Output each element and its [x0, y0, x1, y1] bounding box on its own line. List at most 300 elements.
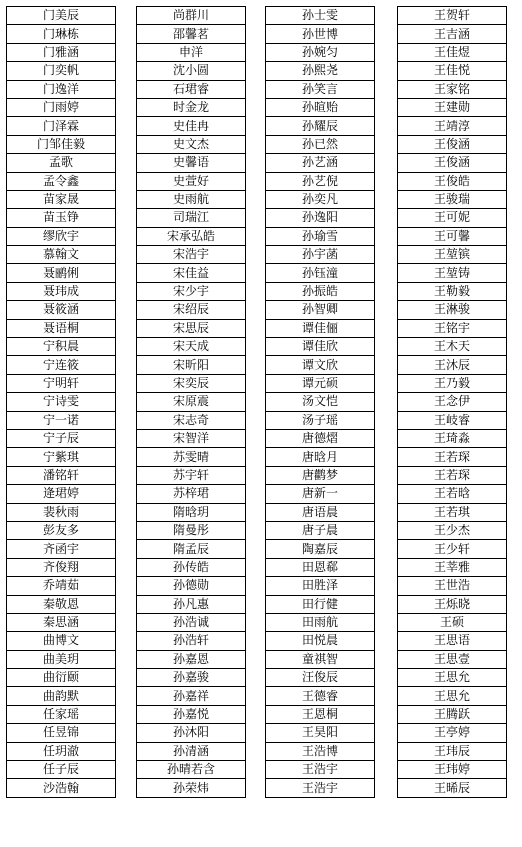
name-cell: 聂鹂俐 [7, 264, 116, 282]
table-row [7, 503, 116, 521]
name-cell: 尚群川 [137, 7, 246, 25]
name-cell: 宁一诺 [7, 411, 116, 429]
table-row [7, 25, 116, 43]
table-row [137, 117, 246, 135]
name-cell: 孙浩轩 [137, 632, 246, 650]
name-cell: 隋孟辰 [137, 540, 246, 558]
table-row [137, 62, 246, 80]
table-row [266, 172, 375, 190]
name-cell: 秦敬恩 [7, 595, 116, 613]
table-row [7, 466, 116, 484]
name-cell: 门邹佳毅 [7, 135, 116, 153]
name-cell: 王俊皓 [398, 172, 507, 190]
table-row [398, 319, 507, 337]
name-cell: 孙宇菡 [266, 246, 375, 264]
name-cell: 门琳栋 [7, 25, 116, 43]
name-cell: 王堃镔 [398, 246, 507, 264]
table-row [7, 521, 116, 539]
table-row [398, 540, 507, 558]
table-row [137, 264, 246, 282]
name-cell: 唐德熠 [266, 429, 375, 447]
name-cell: 聂语桐 [7, 319, 116, 337]
name-cell: 唐晗月 [266, 448, 375, 466]
table-row [266, 98, 375, 116]
name-cell: 王木天 [398, 338, 507, 356]
name-cell: 谭佳欣 [266, 338, 375, 356]
table-row [7, 687, 116, 705]
table-row [137, 724, 246, 742]
name-cell: 曲美玥 [7, 650, 116, 668]
table-row [398, 62, 507, 80]
table-row [398, 25, 507, 43]
table-row [7, 135, 116, 153]
name-cell: 史文杰 [137, 135, 246, 153]
name-column-4 [397, 6, 507, 798]
table-row [7, 43, 116, 61]
name-cell: 王可妮 [398, 209, 507, 227]
table-row [7, 761, 116, 779]
name-cell: 孙士雯 [266, 7, 375, 25]
name-cell: 唐新一 [266, 485, 375, 503]
table-row [137, 411, 246, 429]
table-row [266, 356, 375, 374]
table-row [398, 429, 507, 447]
table-row [398, 669, 507, 687]
name-cell: 孙已然 [266, 135, 375, 153]
table-row [137, 779, 246, 797]
name-cell: 王琦淼 [398, 429, 507, 447]
table-row [137, 466, 246, 484]
name-cell: 王浩博 [266, 742, 375, 760]
table-row [7, 540, 116, 558]
name-cell: 孙瑜雪 [266, 227, 375, 245]
name-cell: 孙沐阳 [137, 724, 246, 742]
name-cell: 王浩宇 [266, 779, 375, 797]
name-cell: 任家瑶 [7, 705, 116, 723]
name-cell: 孙世博 [266, 25, 375, 43]
table-row [137, 98, 246, 116]
name-cell: 苗玉铮 [7, 209, 116, 227]
name-cell: 童祺智 [266, 650, 375, 668]
name-cell: 王硕 [398, 613, 507, 631]
name-cell: 孙凡惠 [137, 595, 246, 613]
table-row [137, 448, 246, 466]
name-cell: 逄珺婷 [7, 485, 116, 503]
name-cell: 孙嘉骏 [137, 669, 246, 687]
table-row [266, 7, 375, 25]
name-cell: 陶嘉辰 [266, 540, 375, 558]
table-row [398, 779, 507, 797]
table-row [7, 154, 116, 172]
name-cell: 田行健 [266, 595, 375, 613]
table-row [137, 595, 246, 613]
table-row [398, 705, 507, 723]
table-row [266, 264, 375, 282]
table-row [266, 80, 375, 98]
name-cell: 史雨航 [137, 190, 246, 208]
table-row [398, 117, 507, 135]
name-cell: 曲衍颐 [7, 669, 116, 687]
table-row [137, 43, 246, 61]
table-row [7, 705, 116, 723]
name-cell: 缪欣宇 [7, 227, 116, 245]
name-cell: 孟歌 [7, 154, 116, 172]
name-cell: 谭元硕 [266, 374, 375, 392]
table-row [137, 135, 246, 153]
name-cell: 潘铭轩 [7, 466, 116, 484]
name-cell: 王玮婷 [398, 761, 507, 779]
name-cell: 王可馨 [398, 227, 507, 245]
name-cell: 王浩宇 [266, 761, 375, 779]
table-row [7, 374, 116, 392]
name-cell: 宁明轩 [7, 374, 116, 392]
table-row [137, 577, 246, 595]
table-row [398, 154, 507, 172]
name-cell: 汤文恺 [266, 393, 375, 411]
table-row [137, 154, 246, 172]
table-row [137, 25, 246, 43]
table-row [137, 246, 246, 264]
name-cell: 王沐辰 [398, 356, 507, 374]
table-row [266, 43, 375, 61]
name-cell: 宋奕辰 [137, 374, 246, 392]
table-row [266, 227, 375, 245]
name-cell: 王少杰 [398, 521, 507, 539]
table-row [398, 43, 507, 61]
table-row [398, 761, 507, 779]
table-row [7, 411, 116, 429]
name-cell: 曲韵默 [7, 687, 116, 705]
name-cell: 孙笑言 [266, 80, 375, 98]
name-cell: 宋佳益 [137, 264, 246, 282]
name-cell: 孙熙尧 [266, 62, 375, 80]
name-cell: 慕翰文 [7, 246, 116, 264]
name-cell: 王乃毅 [398, 374, 507, 392]
name-cell: 唐子晨 [266, 521, 375, 539]
name-cell: 齐俊翔 [7, 558, 116, 576]
name-cell: 王思语 [398, 632, 507, 650]
name-cell: 孙荣炜 [137, 779, 246, 797]
table-row [7, 429, 116, 447]
table-row [398, 338, 507, 356]
table-row [398, 485, 507, 503]
name-cell: 孙钰潼 [266, 264, 375, 282]
name-cell: 苗家晟 [7, 190, 116, 208]
table-row [7, 485, 116, 503]
table-row [137, 742, 246, 760]
name-cell: 石珺睿 [137, 80, 246, 98]
name-cell: 王若琛 [398, 448, 507, 466]
name-cell: 宋少宇 [137, 282, 246, 300]
name-cell: 王思允 [398, 669, 507, 687]
name-cell: 王淋骏 [398, 301, 507, 319]
table-row [7, 356, 116, 374]
name-cell: 时金龙 [137, 98, 246, 116]
name-cell: 宋承弘皓 [137, 227, 246, 245]
table-row [266, 448, 375, 466]
name-cell: 苏梓珺 [137, 485, 246, 503]
name-cell: 王若晗 [398, 485, 507, 503]
name-cell: 聂筱涵 [7, 301, 116, 319]
name-cell: 王烁晓 [398, 595, 507, 613]
name-cell: 门雨婷 [7, 98, 116, 116]
name-cell: 孙浩诚 [137, 613, 246, 631]
table-row [266, 650, 375, 668]
name-cell: 王少轩 [398, 540, 507, 558]
name-cell: 宋天成 [137, 338, 246, 356]
name-cell: 孙清涵 [137, 742, 246, 760]
table-row [266, 282, 375, 300]
table-row [398, 742, 507, 760]
table-row [7, 669, 116, 687]
table-row [7, 301, 116, 319]
table-row [137, 301, 246, 319]
name-cell: 司瑞江 [137, 209, 246, 227]
table-row [266, 62, 375, 80]
name-cell: 宋浩宇 [137, 246, 246, 264]
name-cell: 王家铭 [398, 80, 507, 98]
name-cell: 邵馨茗 [137, 25, 246, 43]
name-cell: 隋晗玥 [137, 503, 246, 521]
name-cell: 孙耀辰 [266, 117, 375, 135]
name-cell: 任玥澈 [7, 742, 116, 760]
name-cell: 曲博文 [7, 632, 116, 650]
table-row [137, 761, 246, 779]
table-row [137, 227, 246, 245]
table-row [137, 172, 246, 190]
table-row [398, 558, 507, 576]
table-row [7, 393, 116, 411]
name-cell: 聂玮成 [7, 282, 116, 300]
table-row [7, 209, 116, 227]
name-cell: 任昱锦 [7, 724, 116, 742]
table-row [266, 503, 375, 521]
name-cell: 孙晴若含 [137, 761, 246, 779]
name-cell: 乔靖茹 [7, 577, 116, 595]
name-cell: 孙德勋 [137, 577, 246, 595]
table-row [137, 632, 246, 650]
name-cell: 汪俊辰 [266, 669, 375, 687]
name-cell: 田雨航 [266, 613, 375, 631]
name-cell: 孙奕凡 [266, 190, 375, 208]
table-row [7, 190, 116, 208]
table-row [266, 301, 375, 319]
name-cell: 王吉涵 [398, 25, 507, 43]
table-row [7, 577, 116, 595]
table-row [398, 80, 507, 98]
name-cell: 裴秋雨 [7, 503, 116, 521]
table-row [7, 595, 116, 613]
name-cell: 田胜泽 [266, 577, 375, 595]
name-cell: 王俊涵 [398, 135, 507, 153]
name-cell: 谭佳俪 [266, 319, 375, 337]
name-cell: 宁紫琪 [7, 448, 116, 466]
table-row [7, 650, 116, 668]
table-row [137, 613, 246, 631]
table-row [137, 429, 246, 447]
name-cell: 沈小圆 [137, 62, 246, 80]
table-row [7, 246, 116, 264]
table-row [266, 485, 375, 503]
table-row [398, 503, 507, 521]
table-row [7, 62, 116, 80]
table-row [266, 724, 375, 742]
name-cell: 孙艺涵 [266, 154, 375, 172]
table-row [398, 577, 507, 595]
table-row [398, 7, 507, 25]
table-row [266, 761, 375, 779]
table-row [137, 338, 246, 356]
table-row [137, 209, 246, 227]
table-row [266, 540, 375, 558]
table-row [398, 172, 507, 190]
name-cell: 宋志奇 [137, 411, 246, 429]
name-list-page [0, 6, 522, 838]
name-cell: 孙嘉祥 [137, 687, 246, 705]
table-row [398, 393, 507, 411]
name-cell: 苏宇轩 [137, 466, 246, 484]
name-cell: 孙振皓 [266, 282, 375, 300]
table-row [137, 80, 246, 98]
table-row [266, 577, 375, 595]
name-cell: 门逸洋 [7, 80, 116, 98]
table-row [7, 264, 116, 282]
table-row [266, 742, 375, 760]
name-cell: 田悦晨 [266, 632, 375, 650]
table-row [398, 98, 507, 116]
table-row [266, 687, 375, 705]
table-row [398, 724, 507, 742]
table-row [398, 282, 507, 300]
name-cell: 田恩郗 [266, 558, 375, 576]
table-row [137, 282, 246, 300]
table-row [398, 595, 507, 613]
name-cell: 王堃铸 [398, 264, 507, 282]
name-cell: 王腾跃 [398, 705, 507, 723]
name-cell: 宁积晨 [7, 338, 116, 356]
name-cell: 汤子瑶 [266, 411, 375, 429]
table-row [398, 411, 507, 429]
name-cell: 史佳冉 [137, 117, 246, 135]
name-cell: 孙智卿 [266, 301, 375, 319]
table-row [398, 632, 507, 650]
name-column-2 [136, 6, 246, 798]
name-cell: 任子辰 [7, 761, 116, 779]
name-cell: 沙浩翰 [7, 779, 116, 797]
name-cell: 史馨语 [137, 154, 246, 172]
name-cell: 秦思涵 [7, 613, 116, 631]
name-cell: 孙逸阳 [266, 209, 375, 227]
name-cell: 王骏瑞 [398, 190, 507, 208]
name-cell: 王念伊 [398, 393, 507, 411]
table-row [137, 393, 246, 411]
name-cell: 王靖淳 [398, 117, 507, 135]
name-cell: 宁诗雯 [7, 393, 116, 411]
name-cell: 王昊阳 [266, 724, 375, 742]
table-row [137, 7, 246, 25]
name-cell: 宁连筱 [7, 356, 116, 374]
name-cell: 齐函宇 [7, 540, 116, 558]
table-row [266, 190, 375, 208]
name-cell: 宋昕阳 [137, 356, 246, 374]
name-cell: 谭文欣 [266, 356, 375, 374]
name-cell: 宋智洋 [137, 429, 246, 447]
table-row [7, 742, 116, 760]
name-cell: 王若琪 [398, 503, 507, 521]
name-cell: 王贺轩 [398, 7, 507, 25]
name-cell: 门美辰 [7, 7, 116, 25]
table-row [7, 172, 116, 190]
table-row [266, 154, 375, 172]
table-row [398, 264, 507, 282]
table-row [7, 227, 116, 245]
table-row [398, 448, 507, 466]
table-row [266, 411, 375, 429]
name-cell: 申洋 [137, 43, 246, 61]
table-row [398, 246, 507, 264]
name-cell: 门奕帆 [7, 62, 116, 80]
name-cell: 孙暄贻 [266, 98, 375, 116]
table-row [266, 595, 375, 613]
table-row [266, 521, 375, 539]
table-row [7, 558, 116, 576]
name-cell: 王德睿 [266, 687, 375, 705]
name-cell: 宋原震 [137, 393, 246, 411]
table-row [7, 98, 116, 116]
table-row [137, 705, 246, 723]
table-row [266, 429, 375, 447]
name-cell: 史萱好 [137, 172, 246, 190]
name-cell: 王若琛 [398, 466, 507, 484]
table-row [7, 448, 116, 466]
table-row [398, 190, 507, 208]
table-row [137, 558, 246, 576]
table-row [398, 301, 507, 319]
name-cell: 王佳悦 [398, 62, 507, 80]
table-row [7, 724, 116, 742]
table-row [266, 209, 375, 227]
name-cell: 王思允 [398, 687, 507, 705]
table-row [266, 558, 375, 576]
table-row [266, 135, 375, 153]
table-row [137, 356, 246, 374]
table-row [137, 521, 246, 539]
table-row [266, 393, 375, 411]
name-cell: 王恩桐 [266, 705, 375, 723]
table-row [7, 613, 116, 631]
name-cell: 王亭婷 [398, 724, 507, 742]
table-row [137, 650, 246, 668]
table-row [398, 466, 507, 484]
name-cell: 王勒毅 [398, 282, 507, 300]
name-cell: 宋思辰 [137, 319, 246, 337]
name-cell: 孙传皓 [137, 558, 246, 576]
name-cell: 门雅涵 [7, 43, 116, 61]
table-row [7, 338, 116, 356]
table-row [137, 485, 246, 503]
name-cell: 王铭宇 [398, 319, 507, 337]
table-row [7, 282, 116, 300]
name-cell: 孙婉匀 [266, 43, 375, 61]
table-row [137, 190, 246, 208]
name-cell: 孙嘉悦 [137, 705, 246, 723]
name-cell: 王佳煜 [398, 43, 507, 61]
table-row [266, 705, 375, 723]
table-row [7, 319, 116, 337]
table-row [266, 25, 375, 43]
table-row [266, 374, 375, 392]
name-cell: 王建勋 [398, 98, 507, 116]
